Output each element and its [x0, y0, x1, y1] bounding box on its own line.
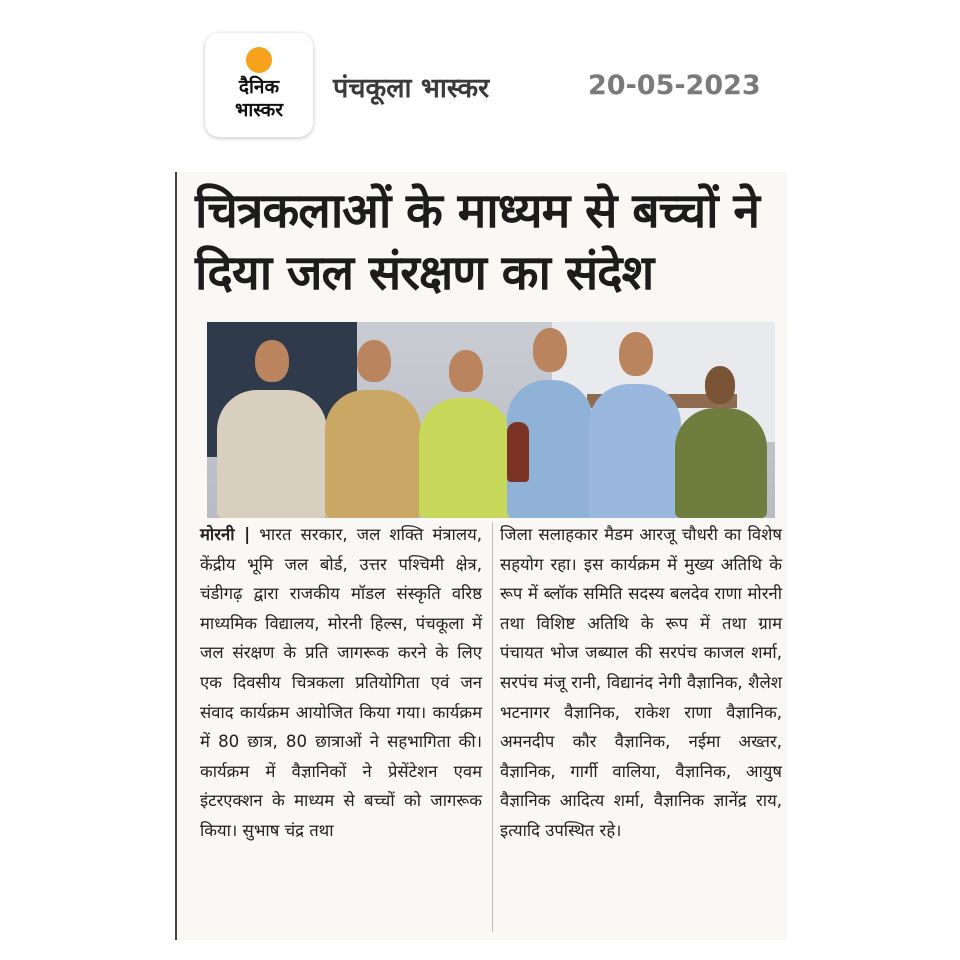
photo-person-5 [589, 332, 681, 518]
article-headline: चित्रकलाओं के माध्यम से बच्चों ने दिया जल संरक्षण का संदेश [195, 183, 759, 301]
photo-person-3 [419, 350, 511, 518]
trophy-icon [507, 422, 529, 482]
edition-name: पंचकूला भास्कर [333, 73, 490, 104]
column-separator [492, 522, 493, 932]
clipping-left-rule [175, 172, 177, 940]
article-photo [207, 322, 775, 518]
photo-person-1 [217, 340, 327, 518]
article-column-1-text: भारत सरकार, जल शक्ति मंत्रालय, केंद्रीय भूमि जल बोर्ड, उत्तर पश्चिमी क्षेत्र, चंडीगढ़ द्वारा राजकीय मॉडल संस्कृति वरिष्ठ माध्यमिक विद्यालय, मोरनी हिल्स, पंचकूला में जल संरक्षण के प्रति जागरूक करने के लिए एक दिवसीय चित्रकला प्रतियोगिता एवं जन संवाद कार्यक्रम आयोजित किया गया। कार्यक्रम में 80 छात्र, 80 छात्राओं ने सहभागिता की। कार्यक्रम में वैज्ञानिकों ने प्रेसेंटेशन एवम इंटरएक्शन के माध्यम से बच्चों को जागरूक किया। सुभाष चंद्र तथा [200, 525, 482, 840]
photo-person-6 [675, 366, 767, 518]
logo-line-1: दैनिक [238, 76, 280, 98]
sun-logo-icon [246, 47, 272, 73]
logo-line-2: भास्कर [234, 99, 284, 121]
article-dateline: मोरनी | [200, 525, 251, 544]
publication-date: 20-05-2023 [588, 70, 761, 101]
photo-person-2 [325, 340, 421, 518]
article-column-2: जिला सलाहकार मैडम आरजू चौधरी का विशेष सहयोग रहा। इस कार्यक्रम में मुख्य अतिथि के रूप में ब्लॉक समिति सदस्य बलदेव राणा मोरनी तथा विशिष्ट अतिथि के रूप में तथा ग्राम पंचायत भोज जब्याल की सरपंच काजल शर्मा, सरपंच मंजू रानी, विद्यानंद नेगी वैज्ञानिक, शैलेश भटनागर वैज्ञानिक, राकेश राणा वैज्ञानिक, अमनदीप कौर वैज्ञानिक, नईमा अख्तर, वैज्ञानिक, गार्गी वालिया, वैज्ञानिक, आयुष वैज्ञानिक आदित्य शर्मा, वैज्ञानिक ज्ञानेंद्र राय, इत्यादि उपस्थित रहे। [500, 525, 782, 840]
article-column-1 [200, 520, 482, 846]
dainik-bhaskar-logo [205, 33, 313, 137]
